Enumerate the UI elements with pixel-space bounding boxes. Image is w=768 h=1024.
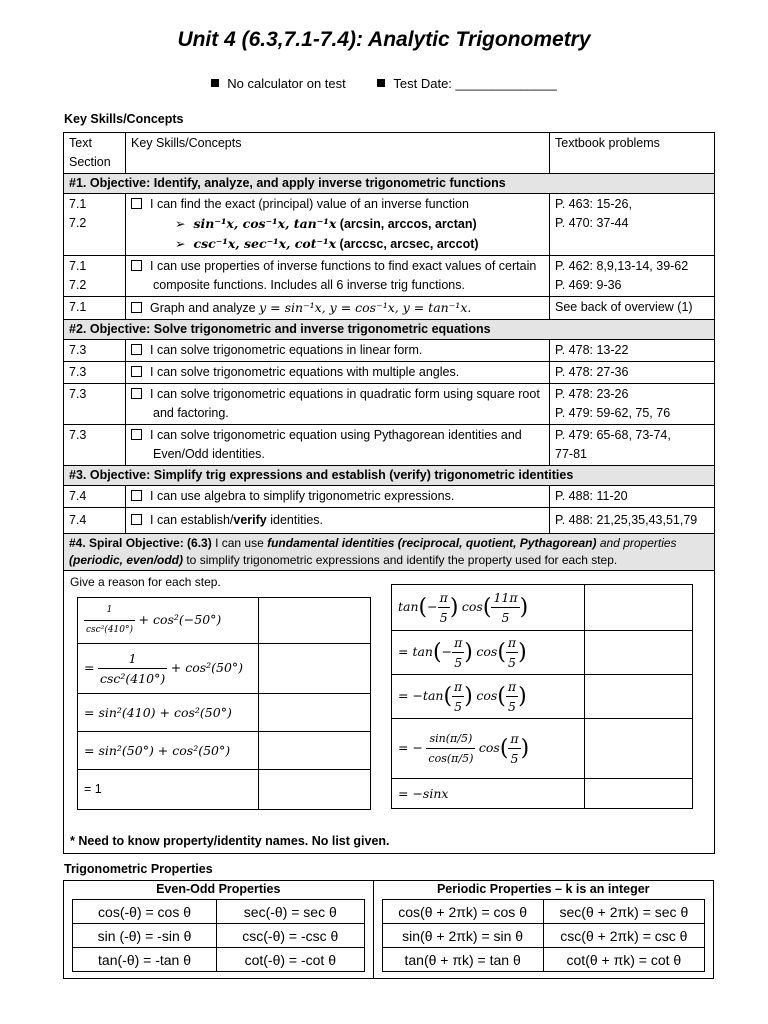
textbook-problems: P. 479: 65-68, 73-74, bbox=[555, 428, 671, 442]
skill-text: identities. bbox=[266, 513, 324, 527]
property-cell: cos(θ + 2πk) = cos θ bbox=[382, 900, 543, 924]
spiral-objective bbox=[64, 534, 715, 571]
math-expression: sin⁻¹x, cos⁻¹x, tan⁻¹x bbox=[193, 216, 337, 231]
section-number: 7.2 bbox=[69, 278, 87, 292]
property-cell: sec(θ + 2πk) = sec θ bbox=[543, 900, 704, 924]
trig-properties-table bbox=[63, 880, 714, 979]
section-number: 7.1 bbox=[69, 197, 87, 211]
spiral-text: fundamental identities (reciprocal, quotient, Pythagorean) bbox=[267, 536, 597, 550]
header-text: Text bbox=[69, 136, 92, 150]
fraction bbox=[491, 588, 519, 627]
numerator: 11π bbox=[491, 588, 519, 608]
denominator: 5 bbox=[508, 655, 516, 670]
section-number: 7.1 bbox=[64, 297, 126, 320]
math-expression: = sin²(50°) + cos²(50°) bbox=[78, 732, 259, 770]
textbook-problems: P. 462: 8,9,13-14, 39-62 bbox=[555, 259, 689, 273]
skill-text: I can solve trigonometric equations with multiple angles. bbox=[150, 365, 460, 379]
section-number: 7.3 bbox=[64, 425, 126, 466]
periodic-title: Periodic Properties – k is an integer bbox=[436, 882, 650, 896]
math-expression: = 1 bbox=[78, 770, 259, 810]
section-number: 7.3 bbox=[64, 384, 126, 425]
left-steps-table bbox=[77, 597, 371, 810]
textbook-problems: P. 478: 27-36 bbox=[550, 362, 715, 384]
section-number: 7.3 bbox=[64, 362, 126, 384]
skill-text: I can establish/ bbox=[150, 513, 234, 527]
table-row bbox=[64, 384, 715, 425]
textbook-problems: 77-81 bbox=[555, 447, 587, 461]
fraction bbox=[508, 729, 520, 768]
reason-cell[interactable] bbox=[585, 719, 693, 779]
checkbox[interactable] bbox=[131, 260, 142, 271]
numerator: π bbox=[438, 588, 450, 608]
reason-cell[interactable] bbox=[258, 770, 371, 810]
test-notes bbox=[0, 76, 768, 91]
numerator: π bbox=[506, 633, 518, 653]
table-header-row bbox=[64, 133, 715, 174]
spiral-text: to simplify trigonometric expressions and identify the property used for each step. bbox=[183, 553, 618, 567]
reason-cell[interactable] bbox=[258, 694, 371, 732]
fraction bbox=[506, 677, 518, 716]
checkbox[interactable] bbox=[131, 388, 142, 399]
header-problems: Textbook problems bbox=[550, 133, 715, 174]
reason-cell[interactable] bbox=[585, 585, 693, 631]
math-expression: cos bbox=[461, 598, 483, 614]
objective-1: #1. Objective: Identify, analyze, and apply inverse trigonometric functions bbox=[64, 174, 715, 194]
spiral-objective-row bbox=[64, 534, 715, 571]
denominator: 5 bbox=[462, 752, 470, 765]
table-row bbox=[64, 486, 715, 508]
fraction bbox=[438, 588, 450, 627]
checkbox[interactable] bbox=[131, 198, 142, 209]
checkbox[interactable] bbox=[131, 429, 142, 440]
numerator: π bbox=[452, 677, 464, 697]
skill-text: I can find the exact (principal) value of an inverse function bbox=[150, 197, 469, 211]
section-number: 7.4 bbox=[64, 508, 126, 534]
denominator: 5 bbox=[501, 610, 510, 625]
header-skills: Key Skills/Concepts bbox=[126, 133, 550, 174]
skill-text: I can solve trigonometric equations in quadratic form using square root and factoring. bbox=[150, 387, 540, 420]
skill-text: I can solve trigonometric equation using Pythagorean identities and Even/Odd identities. bbox=[150, 428, 522, 461]
math-expression: = sin²(410) + cos²(50°) bbox=[78, 694, 259, 732]
objective-2: #2. Objective: Solve trigonometric and inverse trigonometric equations bbox=[64, 320, 715, 340]
table-row bbox=[64, 194, 715, 256]
table-row bbox=[64, 297, 715, 320]
skill-text: I can use algebra to simplify trigonometric expressions. bbox=[150, 489, 455, 503]
math-expression: y = sin⁻¹x, y = cos⁻¹x, y = tan⁻¹x. bbox=[259, 300, 472, 315]
square-bullet-icon bbox=[211, 79, 219, 87]
textbook-problems: P. 488: 11-20 bbox=[550, 486, 715, 508]
checkbox[interactable] bbox=[131, 344, 142, 355]
denominator: 5 bbox=[454, 699, 463, 714]
property-cell: tan(θ + πk) = tan θ bbox=[382, 948, 543, 972]
need-to-know-note: * Need to know property/identity names. No list given. bbox=[70, 834, 390, 848]
reason-cell[interactable] bbox=[258, 644, 371, 694]
checkbox[interactable] bbox=[131, 514, 142, 525]
square-bullet-icon bbox=[377, 79, 385, 87]
periodic-panel bbox=[373, 881, 713, 979]
property-cell: sin(θ + 2πk) = sin θ bbox=[382, 924, 543, 948]
page-title: Unit 4 (6.3,7.1-7.4): Analytic Trigonometry bbox=[177, 28, 591, 51]
even-odd-title: Even-Odd Properties bbox=[156, 882, 281, 896]
table-row bbox=[64, 508, 715, 534]
textbook-problems: See back of overview (1) bbox=[550, 297, 715, 320]
fraction bbox=[452, 677, 464, 716]
denominator: 5 bbox=[461, 732, 468, 745]
arrow-bullet-icon: ➢ bbox=[175, 237, 186, 251]
textbook-problems: P. 478: 23-26 bbox=[555, 387, 629, 401]
denominator: 5 bbox=[439, 610, 448, 625]
fraction bbox=[98, 649, 167, 688]
property-cell: cot(-θ) = -cot θ bbox=[217, 948, 364, 972]
spiral-text: and properties bbox=[596, 536, 677, 550]
property-cell: csc(-θ) = -csc θ bbox=[217, 924, 364, 948]
numerator: 1 bbox=[98, 649, 167, 669]
numerator: π bbox=[450, 732, 458, 745]
reason-cell[interactable] bbox=[585, 631, 693, 675]
math-expression: = bbox=[84, 659, 95, 675]
spiral-text: I can use bbox=[211, 536, 268, 550]
fraction bbox=[452, 633, 464, 672]
skills-table bbox=[63, 132, 715, 854]
header-section: Section bbox=[69, 155, 111, 169]
textbook-problems: P. 469: 9-36 bbox=[555, 278, 622, 292]
objective-3: #3. Objective: Simplify trig expressions and establish (verify) trigonometric identities bbox=[64, 466, 715, 486]
objective-row bbox=[64, 174, 715, 194]
spiral-text: (periodic, even/odd) bbox=[69, 553, 184, 567]
math-expression: + cos²(−50°) bbox=[138, 611, 222, 627]
skill-text-bold: verify bbox=[233, 513, 267, 527]
section-number: 7.4 bbox=[64, 486, 126, 508]
numerator: sin bbox=[429, 732, 446, 745]
denominator: csc²(410°) bbox=[86, 625, 134, 635]
reason-cell[interactable] bbox=[585, 675, 693, 719]
textbook-problems: P. 470: 37-44 bbox=[555, 216, 629, 230]
numerator: π bbox=[508, 729, 520, 749]
skill-text: I can solve trigonometric equations in linear form. bbox=[150, 343, 423, 357]
property-cell: tan(-θ) = -tan θ bbox=[73, 948, 217, 972]
math-expression: csc⁻¹x, sec⁻¹x, cot⁻¹x bbox=[193, 236, 337, 251]
table-row bbox=[64, 425, 715, 466]
property-cell: sec(-θ) = sec θ bbox=[217, 900, 364, 924]
denominator: 5 bbox=[508, 699, 516, 714]
table-row bbox=[64, 362, 715, 384]
reason-cell[interactable] bbox=[585, 779, 693, 809]
math-expression: cos bbox=[476, 643, 498, 659]
trig-properties-label: Trigonometric Properties bbox=[64, 862, 213, 876]
test-date-note: Test Date: ______________ bbox=[393, 76, 557, 91]
table-row bbox=[64, 340, 715, 362]
periodic-table bbox=[382, 899, 705, 972]
denominator: 5 bbox=[454, 655, 463, 670]
spiral-heading: #4. Spiral Objective: (6.3) bbox=[69, 536, 212, 550]
property-cell: sin (-θ) = -sin θ bbox=[73, 924, 217, 948]
math-expression: − bbox=[441, 643, 453, 659]
math-expression: − bbox=[427, 598, 438, 614]
math-expression: = − bbox=[398, 739, 423, 755]
numerator: π bbox=[452, 633, 464, 653]
math-expression: cos bbox=[476, 687, 498, 703]
denominator: 5 bbox=[510, 751, 519, 766]
textbook-problems: P. 488: 21,25,35,43,51,79 bbox=[550, 508, 715, 534]
reason-cell[interactable] bbox=[258, 732, 371, 770]
even-odd-panel bbox=[64, 881, 374, 979]
textbook-problems: P. 463: 15-26, bbox=[555, 197, 632, 211]
numerator: π bbox=[506, 677, 518, 697]
arrow-bullet-icon: ➢ bbox=[175, 217, 186, 231]
math-note: (arcsin, arccos, arctan) bbox=[339, 217, 477, 231]
table-row bbox=[64, 256, 715, 297]
math-expression: = tan bbox=[398, 643, 433, 659]
math-expression: tan bbox=[398, 598, 419, 614]
objective-row bbox=[64, 320, 715, 340]
denominator: cos bbox=[428, 752, 447, 765]
math-expression: = −sinx bbox=[392, 779, 585, 809]
section-number: 7.2 bbox=[69, 216, 87, 230]
math-expression: = −tan bbox=[398, 687, 444, 703]
objective-row bbox=[64, 466, 715, 486]
fraction bbox=[84, 601, 135, 640]
checkbox[interactable] bbox=[131, 490, 142, 501]
textbook-problems: P. 478: 13-22 bbox=[550, 340, 715, 362]
checkbox[interactable] bbox=[131, 302, 142, 313]
property-cell: csc(θ + 2πk) = csc θ bbox=[543, 924, 704, 948]
section-number: 7.1 bbox=[69, 259, 87, 273]
reasons-row bbox=[64, 571, 715, 854]
property-cell: cos(-θ) = cos θ bbox=[73, 900, 217, 924]
numerator: π bbox=[451, 752, 459, 765]
math-expression: + cos²(50°) bbox=[170, 659, 244, 675]
property-cell: cot(θ + πk) = cot θ bbox=[543, 948, 704, 972]
numerator: 1 bbox=[84, 601, 135, 621]
key-skills-label: Key Skills/Concepts bbox=[64, 112, 184, 126]
give-reason-instruction: Give a reason for each step. bbox=[70, 575, 221, 589]
fraction: $\frac{\sin(\pi/5)}{\cos(\pi/5)}$ bbox=[426, 729, 475, 768]
no-calculator-note: No calculator on test bbox=[227, 76, 346, 91]
math-expression: cos bbox=[478, 739, 500, 755]
right-steps-table: tan(− $\frac{\pi}{5}$ ) cos( $\frac{11\pi}{5}$ ) = tan(− $\frac{\pi}{5}$ ) cos( $\frac{\pi}{5}$ ) = −tan( $\frac{\pi}{5}$ ) cos( $\frac{\pi}{5}$ ) = − $\frac{\sin(\pi/5)}{\cos(\pi/5)}$ cos( $\frac{\pi}{5}$ ) = −sinx bbox=[391, 584, 693, 809]
textbook-problems: P. 479: 59-62, 75, 76 bbox=[555, 406, 671, 420]
reason-cell[interactable] bbox=[258, 598, 371, 644]
skill-text: I can use properties of inverse functions to find exact values of certain composite functions. Includes all 6 inverse trig functions. bbox=[150, 259, 537, 292]
checkbox[interactable] bbox=[131, 366, 142, 377]
skill-text: Graph and analyze bbox=[150, 301, 256, 315]
section-number: 7.3 bbox=[64, 340, 126, 362]
math-note: (arccsc, arcsec, arccot) bbox=[339, 237, 479, 251]
fraction bbox=[506, 633, 518, 672]
denominator: csc²(410°) bbox=[99, 671, 166, 686]
even-odd-table bbox=[72, 899, 365, 972]
